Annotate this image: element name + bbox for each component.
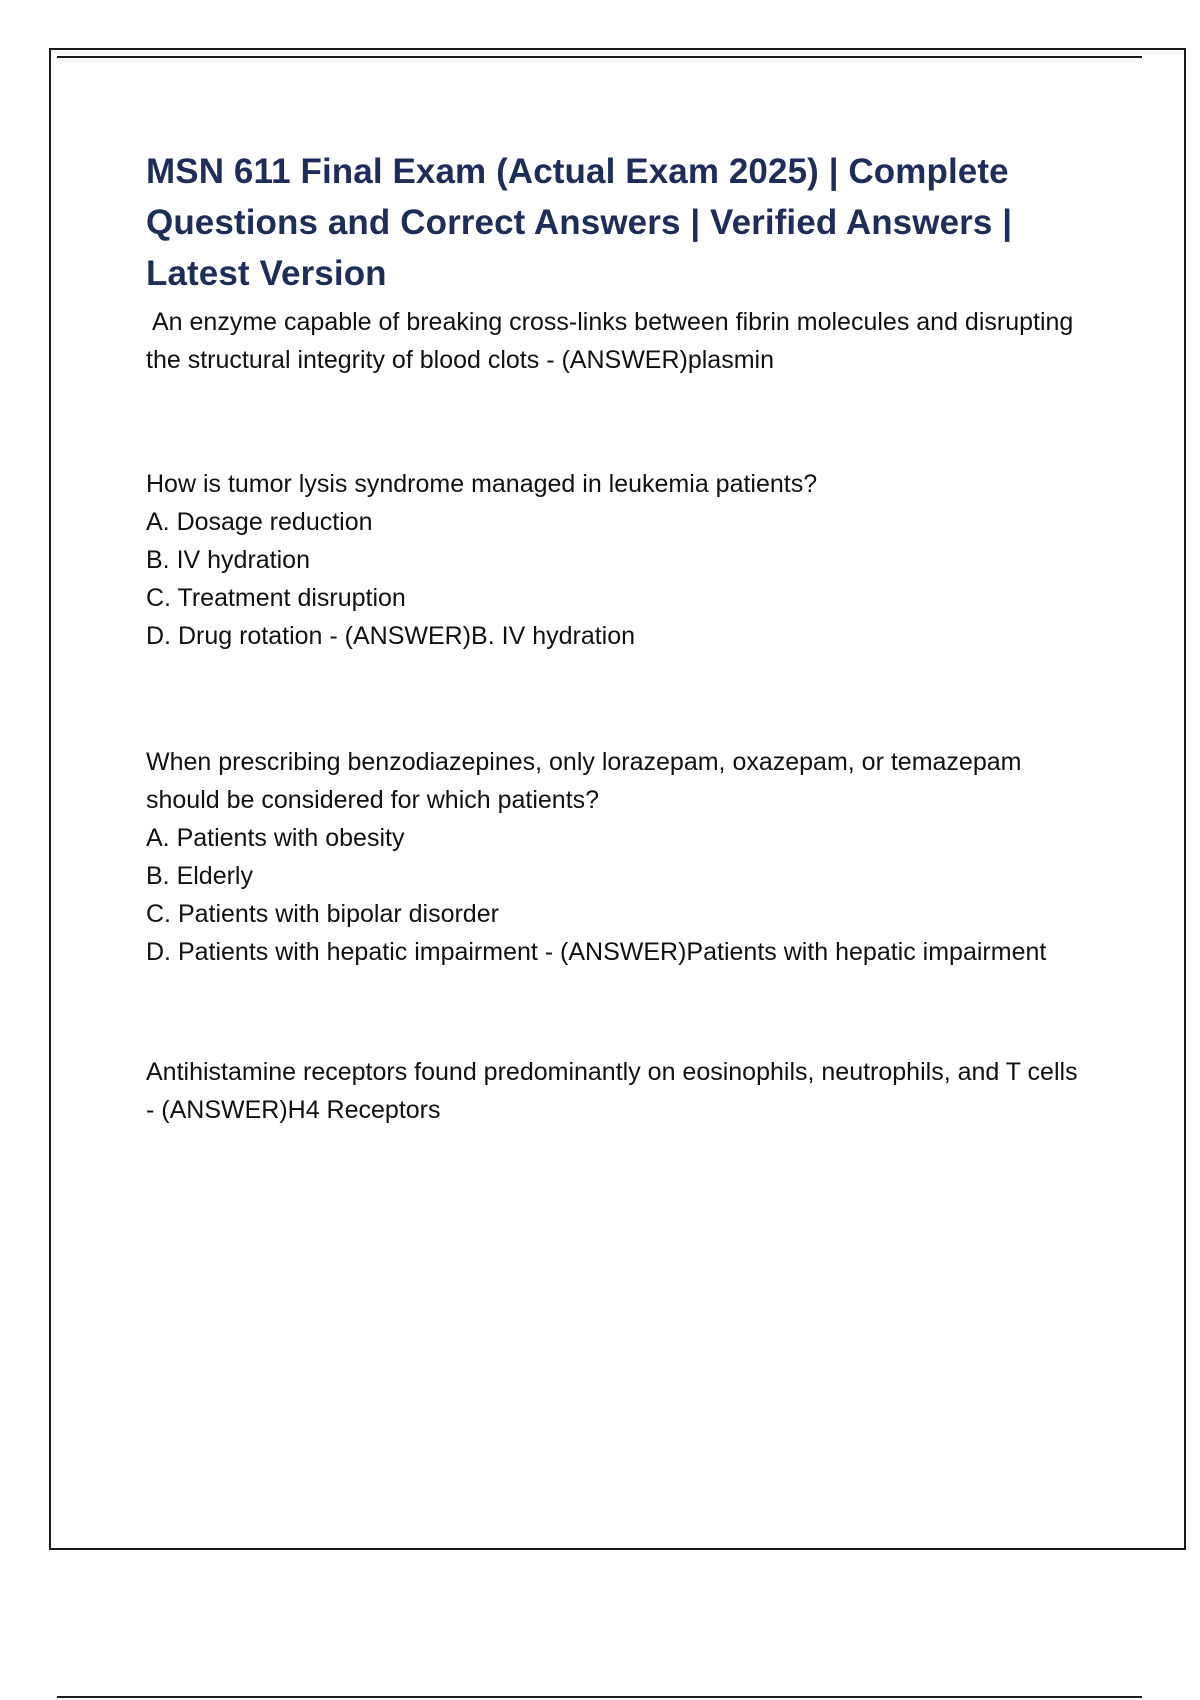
question-2-option-a: A. Dosage reduction [146,508,373,536]
question-3-stem: When prescribing benzodiazepines, only lorazepam, oxazepam, or temazepam should be considered for which patients? [146,748,1022,814]
document-content [146,146,1091,1129]
document-title: MSN 611 Final Exam (Actual Exam 2025) | Complete Questions and Correct Answers | Verified Answers | Latest Version [146,152,1013,293]
bottom-rule [57,1696,1142,1698]
question-1-stem: An enzyme capable of breaking cross-links between fibrin molecules and disrupting the structural integrity of blood clots - (ANSWER)plasmin [146,308,1074,374]
question-4 [146,1053,1091,1129]
question-2-option-b: B. IV hydration [146,546,310,574]
top-rule [57,56,1142,58]
question-2-stem: How is tumor lysis syndrome managed in leukemia patients? [146,470,818,498]
question-3-option-a: A. Patients with obesity [146,824,405,852]
question-3-option-c: C. Patients with bipolar disorder [146,900,499,928]
question-2-option-d: D. Drug rotation - (ANSWER)B. IV hydration [146,622,636,650]
question-1 [146,303,1091,379]
question-3 [146,743,1091,971]
question-2-option-c: C. Treatment disruption [146,584,406,612]
question-3-option-d: D. Patients with hepatic impairment - (ANSWER)Patients with hepatic impairment [146,938,1047,966]
question-4-stem: Antihistamine receptors found predominantly on eosinophils, neutrophils, and T cells - (ANSWER)H4 Receptors [146,1058,1078,1124]
question-3-option-b: B. Elderly [146,862,253,890]
question-2 [146,465,1091,655]
